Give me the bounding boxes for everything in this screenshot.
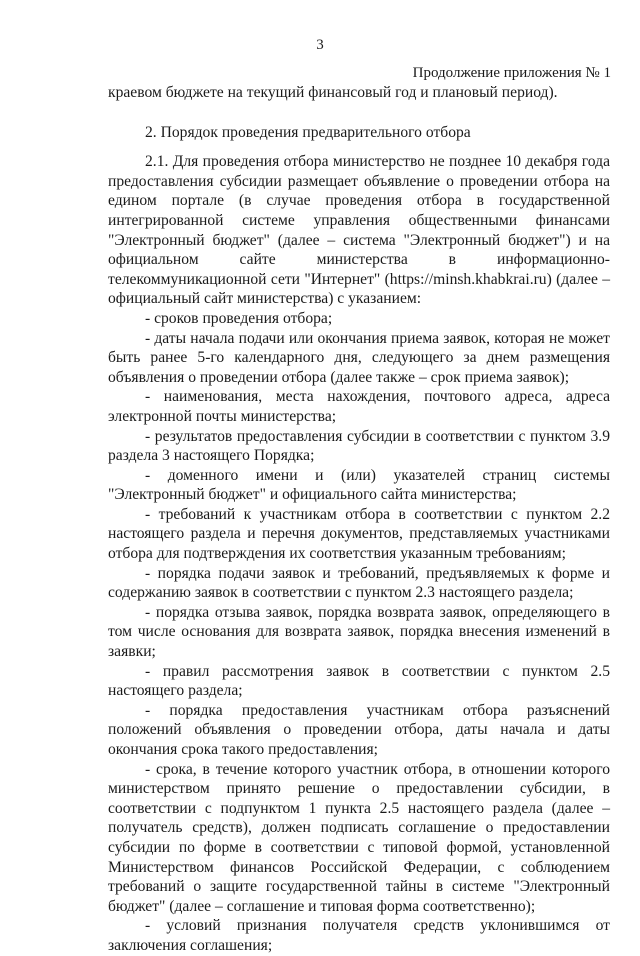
list-item: - порядка предоставления участникам отбора разъяснений положений объявления о проведении отбора, даты начала и даты окончания срока такого предоставления; <box>108 701 610 758</box>
paragraph-tail: краевом бюджете на текущий финансовый год и плановый период). <box>108 84 558 101</box>
list-item: - наименования, места нахождения, почтового адреса, адреса электронной почты министерства; <box>108 388 610 425</box>
section-heading: 2. Порядок проведения предварительного отбора <box>145 123 471 141</box>
list-item: - срока, в течение которого участник отбора, в отношении которого министерством принято решение о предоставлении субсидии, в соответствии с подпунктом 1 пункта 2.5 настоящего раздела (далее – получатель средств), должен подписать соглашение о предоставлении субсидии по форме в соответствии с типовой формой, установленной Министерством финансов Российской Федерации, с соблюдением требований о защите государственной тайны в системе "Электронный бюджет" (далее – соглашение и типовая форма соответственно); <box>108 760 610 915</box>
list-item: - результатов предоставления субсидии в соответствии с пунктом 3.9 раздела 3 настоящего Порядка; <box>108 427 610 465</box>
document-body <box>108 83 610 956</box>
page-number: 3 <box>316 37 324 53</box>
list-item: - доменного имени и (или) указателей страниц системы "Электронный бюджет" и официального сайта министерства; <box>108 466 610 504</box>
paragraph-2-1: 2.1. Для проведения отбора министерство не позднее 10 декабря года предоставления субсидии размещает объявление о проведении отбора на едином портале (в случае проведения отбора в государственной интегрированной системе управления общественными финансами "Электронный бюджет" (далее – система "Электронный бюджет") и на официальном сайте министерства в информационно-телекоммуникационной сети "Интернет" (https://minsh.khabkrai.ru) (далее – официальный сайт министерства) с указанием: <box>108 153 610 308</box>
list-item: - сроков проведения отбора; <box>145 309 333 327</box>
list-item: - даты начала подачи или окончания приема заявок, которая не может быть ранее 5-го календарного дня, следующего за днем размещения объявления о проведении отбора (далее также – срок приема заявок); <box>108 329 610 386</box>
list-item: - правил рассмотрения заявок в соответствии с пунктом 2.5 настоящего раздела; <box>108 662 610 700</box>
list-item: - условий признания получателя средств уклонившимся от заключения соглашения; <box>108 917 610 954</box>
appendix-continuation-note: Продолжение приложения № 1 <box>412 65 611 81</box>
list-item: - требований к участникам отбора в соответствии с пунктом 2.2 настоящего раздела и перечня документов, представляемых участниками отбора для подтверждения их соответствия указанным требованиям; <box>108 505 610 563</box>
list-item: - порядка подачи заявок и требований, предъявляемых к форме и содержанию заявок в соответствии с пунктом 2.3 настоящего раздела; <box>108 564 610 602</box>
list-item: - порядка отзыва заявок, порядка возврата заявок, определяющего в том числе основания для возврата заявок, порядка внесения изменений в заявки; <box>108 603 610 661</box>
